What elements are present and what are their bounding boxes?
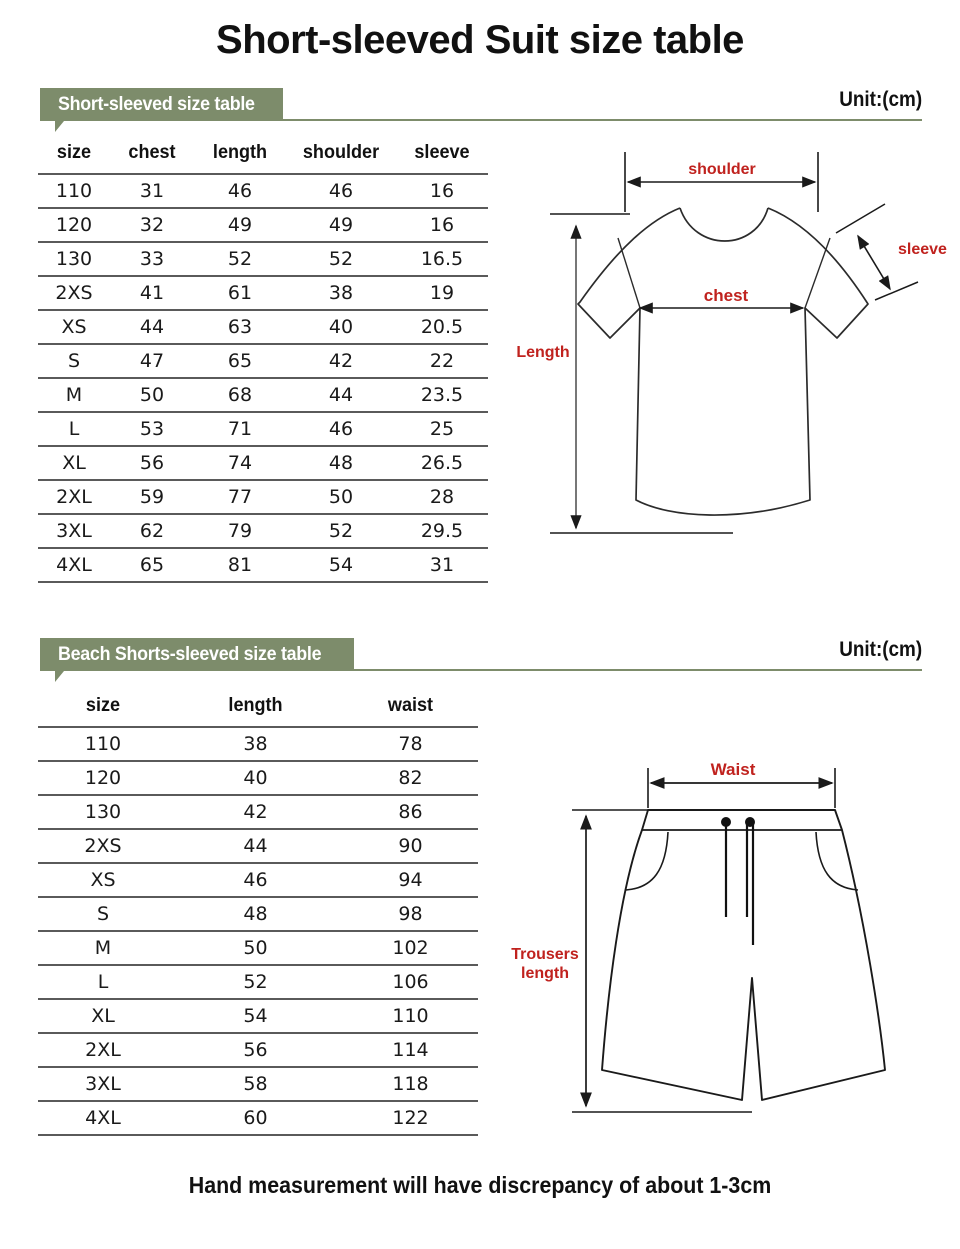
cell-shoulder: 52 (286, 242, 396, 276)
cell-chest: 65 (110, 548, 194, 582)
table-row (38, 446, 488, 480)
table-row (38, 378, 488, 412)
cell-shoulder: 44 (286, 378, 396, 412)
label-sleeve: sleeve (898, 241, 947, 258)
unit-label-short-sleeve: Unit:(cm) (839, 88, 922, 111)
cell-size: XS (38, 863, 168, 897)
cell-length: 77 (194, 480, 286, 514)
cell-length: 46 (194, 174, 286, 208)
cell-sleeve: 19 (396, 276, 488, 310)
shorts-diagram (490, 740, 960, 1140)
label-length: Length (516, 344, 570, 361)
cell-shoulder: 40 (286, 310, 396, 344)
unit-label-beach-shorts: Unit:(cm) (839, 638, 922, 661)
cell-size: 2XS (38, 276, 110, 310)
cell-shoulder: 46 (286, 174, 396, 208)
cell-size: XL (38, 446, 110, 480)
cell-sleeve: 20.5 (396, 310, 488, 344)
cell-length: 81 (194, 548, 286, 582)
table-row (38, 1033, 478, 1067)
cell-length: 63 (194, 310, 286, 344)
table-row (38, 480, 488, 514)
table-row (38, 310, 488, 344)
cell-size: 2XL (38, 1033, 168, 1067)
table-row (38, 829, 478, 863)
label-trousers-length-line1: Trousers (511, 946, 579, 963)
column-header-sleeve: sleeve (398, 140, 485, 174)
cell-size: 110 (38, 174, 110, 208)
cell-sleeve: 23.5 (396, 378, 488, 412)
cell-chest: 33 (110, 242, 194, 276)
table-row (38, 276, 488, 310)
section-header-row (0, 88, 960, 132)
table-row (38, 965, 478, 999)
cell-chest: 59 (110, 480, 194, 514)
label-trousers-length-line2: length (521, 965, 569, 982)
cell-length: 50 (168, 931, 343, 965)
cell-waist: 98 (343, 897, 478, 931)
cell-size: 2XS (38, 829, 168, 863)
cell-size: S (38, 344, 110, 378)
cell-size: 130 (38, 795, 168, 829)
cell-size: XS (38, 310, 110, 344)
label-chest: chest (703, 286, 749, 305)
cell-chest: 31 (110, 174, 194, 208)
cell-length: 42 (168, 795, 343, 829)
page-title: Short-sleeved Suit size table (216, 18, 744, 62)
section-banner-beach-shorts (40, 638, 354, 671)
cell-chest: 44 (110, 310, 194, 344)
cell-waist: 106 (343, 965, 478, 999)
cell-shoulder: 48 (286, 446, 396, 480)
cell-chest: 56 (110, 446, 194, 480)
cell-size: 120 (38, 208, 110, 242)
section-banner-short-sleeve (40, 88, 283, 121)
cell-chest: 47 (110, 344, 194, 378)
cell-length: 38 (168, 727, 343, 761)
section-beach-shorts (0, 638, 960, 682)
cell-waist: 102 (343, 931, 478, 965)
cell-shoulder: 46 (286, 412, 396, 446)
cell-length: 52 (194, 242, 286, 276)
banner-label: Short-sleeved size table (58, 93, 255, 115)
cell-length: 49 (194, 208, 286, 242)
cell-chest: 53 (110, 412, 194, 446)
section-short-sleeve (0, 88, 960, 132)
cell-waist: 86 (343, 795, 478, 829)
footer-note: Hand measurement will have discrepancy of about 1-3cm (188, 1172, 772, 1198)
cell-shoulder: 42 (286, 344, 396, 378)
cell-length: 60 (168, 1101, 343, 1135)
banner-tail-icon (55, 671, 64, 682)
cell-length: 46 (168, 863, 343, 897)
cell-size: 3XL (38, 1067, 168, 1101)
cell-shoulder: 52 (286, 514, 396, 548)
cell-length: 61 (194, 276, 286, 310)
cell-size: M (38, 931, 168, 965)
cell-shoulder: 38 (286, 276, 396, 310)
cell-size: 3XL (38, 514, 110, 548)
label-shoulder: shoulder (688, 161, 756, 178)
table-header-row (38, 140, 488, 174)
cell-size: 130 (38, 242, 110, 276)
beach-shorts-size-table (38, 693, 478, 1136)
banner-tail-icon (55, 121, 64, 132)
table-row (38, 208, 488, 242)
cell-size: L (38, 412, 110, 446)
cell-size: 4XL (38, 548, 110, 582)
cell-size: 110 (38, 727, 168, 761)
table-row (38, 174, 488, 208)
table-row (38, 931, 478, 965)
label-waist: Waist (710, 760, 756, 779)
cell-sleeve: 31 (396, 548, 488, 582)
table-row (38, 897, 478, 931)
cell-size: XL (38, 999, 168, 1033)
table-row (38, 863, 478, 897)
cell-sleeve: 26.5 (396, 446, 488, 480)
cell-sleeve: 29.5 (396, 514, 488, 548)
cell-length: 65 (194, 344, 286, 378)
column-header-length: length (196, 140, 283, 174)
cell-chest: 50 (110, 378, 194, 412)
cell-sleeve: 16 (396, 174, 488, 208)
cell-waist: 110 (343, 999, 478, 1033)
column-header-length: length (172, 693, 338, 727)
cell-size: M (38, 378, 110, 412)
cell-length: 58 (168, 1067, 343, 1101)
table-row (38, 761, 478, 795)
cell-shoulder: 49 (286, 208, 396, 242)
table-row (38, 1067, 478, 1101)
cell-sleeve: 25 (396, 412, 488, 446)
table-row (38, 727, 478, 761)
cell-length: 44 (168, 829, 343, 863)
cell-waist: 90 (343, 829, 478, 863)
tshirt-diagram (500, 130, 960, 550)
cell-length: 74 (194, 446, 286, 480)
cell-size: L (38, 965, 168, 999)
cell-shoulder: 50 (286, 480, 396, 514)
cell-waist: 94 (343, 863, 478, 897)
cell-waist: 118 (343, 1067, 478, 1101)
cell-length: 54 (168, 999, 343, 1033)
cell-shoulder: 54 (286, 548, 396, 582)
cell-length: 79 (194, 514, 286, 548)
column-header-waist: waist (346, 693, 474, 727)
table-row (38, 795, 478, 829)
cell-sleeve: 22 (396, 344, 488, 378)
cell-sleeve: 16 (396, 208, 488, 242)
cell-length: 52 (168, 965, 343, 999)
cell-chest: 41 (110, 276, 194, 310)
cell-chest: 62 (110, 514, 194, 548)
column-header-shoulder: shoulder (289, 140, 394, 174)
cell-size: 120 (38, 761, 168, 795)
cell-waist: 78 (343, 727, 478, 761)
cell-length: 68 (194, 378, 286, 412)
cell-length: 48 (168, 897, 343, 931)
column-header-size: size (40, 140, 108, 174)
section-header-row (0, 638, 960, 682)
banner-label: Beach Shorts-sleeved size table (58, 643, 322, 665)
cell-length: 40 (168, 761, 343, 795)
table-row (38, 242, 488, 276)
cell-size: 4XL (38, 1101, 168, 1135)
cell-sleeve: 28 (396, 480, 488, 514)
cell-waist: 114 (343, 1033, 478, 1067)
cell-chest: 32 (110, 208, 194, 242)
cell-waist: 82 (343, 761, 478, 795)
table-header-row (38, 693, 478, 727)
table-row (38, 514, 488, 548)
short-sleeve-size-table (38, 140, 488, 583)
table-row (38, 344, 488, 378)
cell-sleeve: 16.5 (396, 242, 488, 276)
table-row (38, 548, 488, 582)
cell-size: 2XL (38, 480, 110, 514)
cell-waist: 122 (343, 1101, 478, 1135)
table-row (38, 999, 478, 1033)
table-row (38, 1101, 478, 1135)
column-header-size: size (41, 693, 165, 727)
cell-size: S (38, 897, 168, 931)
cell-length: 56 (168, 1033, 343, 1067)
column-header-chest: chest (112, 140, 192, 174)
table-row (38, 412, 488, 446)
cell-length: 71 (194, 412, 286, 446)
